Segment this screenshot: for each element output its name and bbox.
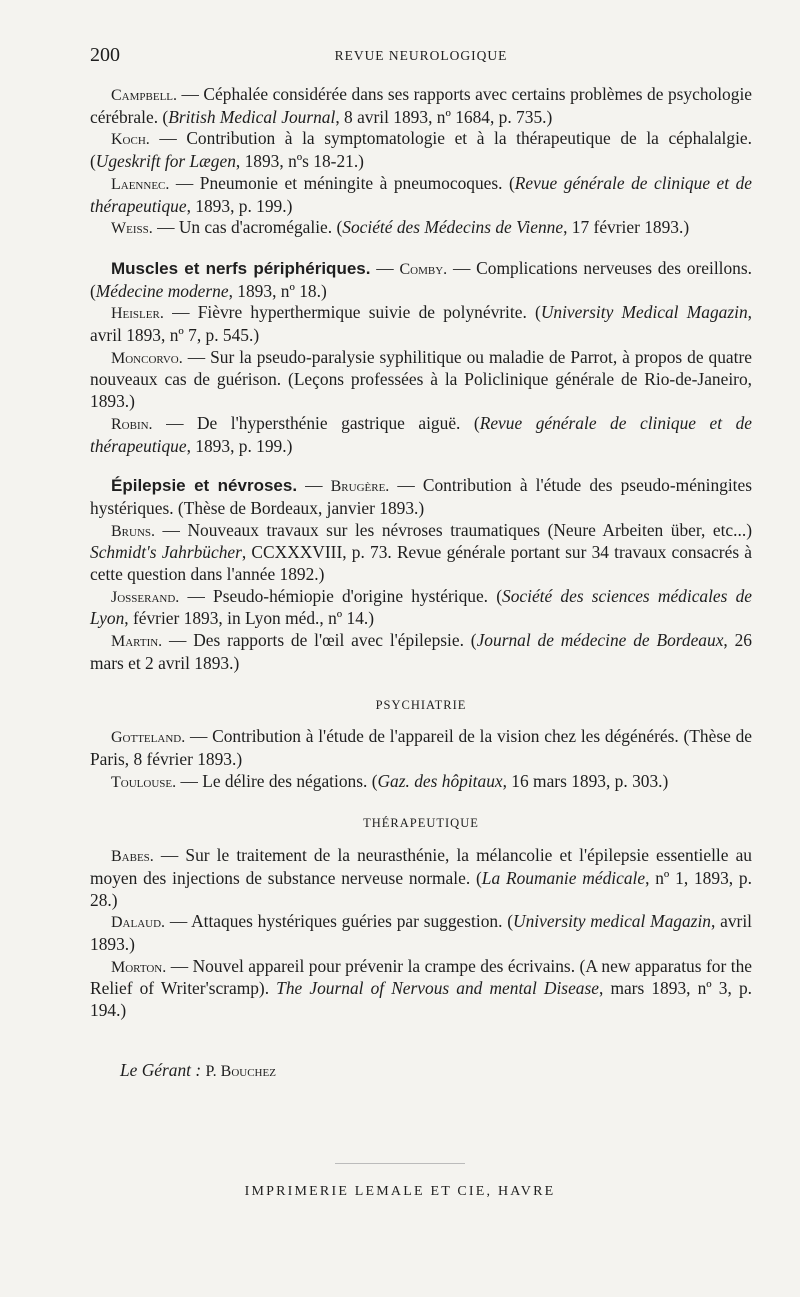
bib-entry: Weiss. — Un cas d'acromégalie. (Société des Médecins de Vienne, 17 février 1893.): [111, 217, 690, 238]
page-header: [90, 44, 752, 74]
bib-entry: Épilepsie et névroses. — Brugère. — Contribution à l'étude des pseudo-méningites hystériques. (Thèse de Bordeaux, janvier 1893.): [90, 475, 752, 518]
section-heading: PSYCHIATRIE: [375, 697, 467, 712]
footer-divider: [335, 1163, 465, 1164]
gerant-signature: [90, 1060, 752, 1083]
page-body: [90, 84, 752, 1082]
bib-entry: Gotteland. — Contribution à l'étude de l'appareil de la vision chez les dégénérés. (Thèse de Paris, 8 février 1893.): [90, 726, 752, 769]
bib-entry: Josserand. — Pseudo-hémiopie d'origine hystérique. (Société des sciences médicales de Lyon, février 1893, in Lyon méd., nº 14.): [90, 585, 753, 629]
bib-entry: Babes. — Sur le traitement de la neurasthénie, la mélancolie et l'épilepsie essentielle au moyen des injections de substance nerveuse normale. (La Roumanie médicale, nº 1, 1893, p. 28.): [90, 845, 752, 910]
gerant-name: P. Bouchez: [205, 1062, 276, 1080]
bib-entry: Muscles et nerfs périphériques. — Comby. — Complications nerveuses des oreillons. (Médecine moderne, 1893, nº 18.): [90, 257, 752, 301]
bib-entry: Dalaud. — Attaques hystériques guéries par suggestion. (University medical Magazin, avril 1893.): [90, 911, 752, 954]
gerant-label: Le Gérant :: [120, 1059, 202, 1080]
bib-entry: Koch. — Contribution à la symptomatologie et à la thérapeutique de la céphalalgie. (Ugeskrift for Lægen, 1893, nºs 18-21.): [90, 128, 752, 172]
printer-imprint: IMPRIMERIE LEMALE ET CIE, HAVRE: [244, 1184, 556, 1199]
bib-entry: Moncorvo. — Sur la pseudo-paralysie syphilitique ou maladie de Parrot, à propos de quatre nouveaux cas de guérison. (Leçons professées à la Policlinique générale de Rio-de-Janeiro, 1893.): [90, 346, 752, 412]
section-therapeutique: [90, 813, 752, 1021]
section-muscles: [90, 258, 752, 457]
bib-entry: Morton. — Nouvel appareil pour prévenir la crampe des écrivains. (A new apparatus for the Relief of Writer'scramp). The Journal of Nervous and mental Disease, mars 1893, nº 3, p. 194.): [90, 955, 752, 1021]
bib-entry: Bruns. — Nouveaux travaux sur les névroses traumatiques (Neure Arbeiten über, etc...) Schmidt's Jahrbücher, CCXXXVIII, p. 73. Revue générale portant sur 34 travaux consacrés à cette question dans l'année 1892.): [90, 519, 753, 585]
bib-entry: Robin. — De l'hypersthénie gastrique aiguë. (Revue générale de clinique et de thérapeutique, 1893, p. 199.): [90, 412, 753, 456]
section-title: Épilepsie et névroses.: [111, 476, 298, 496]
page-number: 200: [90, 44, 120, 66]
bib-entry: Toulouse. — Le délire des négations. (Gaz. des hôpitaux, 16 mars 1893, p. 303.): [111, 770, 669, 791]
section-psychiatrie: [90, 695, 752, 794]
running-title: REVUE NEUROLOGIQUE: [334, 48, 508, 63]
bib-entry: Campbell. — Céphalée considérée dans ses rapports avec certains problèmes de psychologie cérébrale. (British Medical Journal, 8 avril 1893, nº 1684, p. 735.): [90, 84, 752, 127]
section-title: Muscles et nerfs périphériques.: [111, 258, 371, 278]
bib-entry: Heisler. — Fièvre hyperthermique suivie de polynévrite. (University Medical Magazin, avril 1893, nº 7, p. 545.): [90, 302, 752, 346]
continued-entries: [90, 84, 752, 240]
bib-entry: Martin. — Des rapports de l'œil avec l'épilepsie. (Journal de médecine de Bordeaux, 26 mars et 2 avril 1893.): [90, 630, 752, 673]
bib-entry: Laennec. — Pneumonie et méningite à pneumocoques. (Revue générale de clinique et de thérapeutique, 1893, p. 199.): [90, 172, 752, 216]
section-epilepsie: [90, 475, 752, 674]
section-heading: THÉRAPEUTIQUE: [363, 816, 479, 831]
